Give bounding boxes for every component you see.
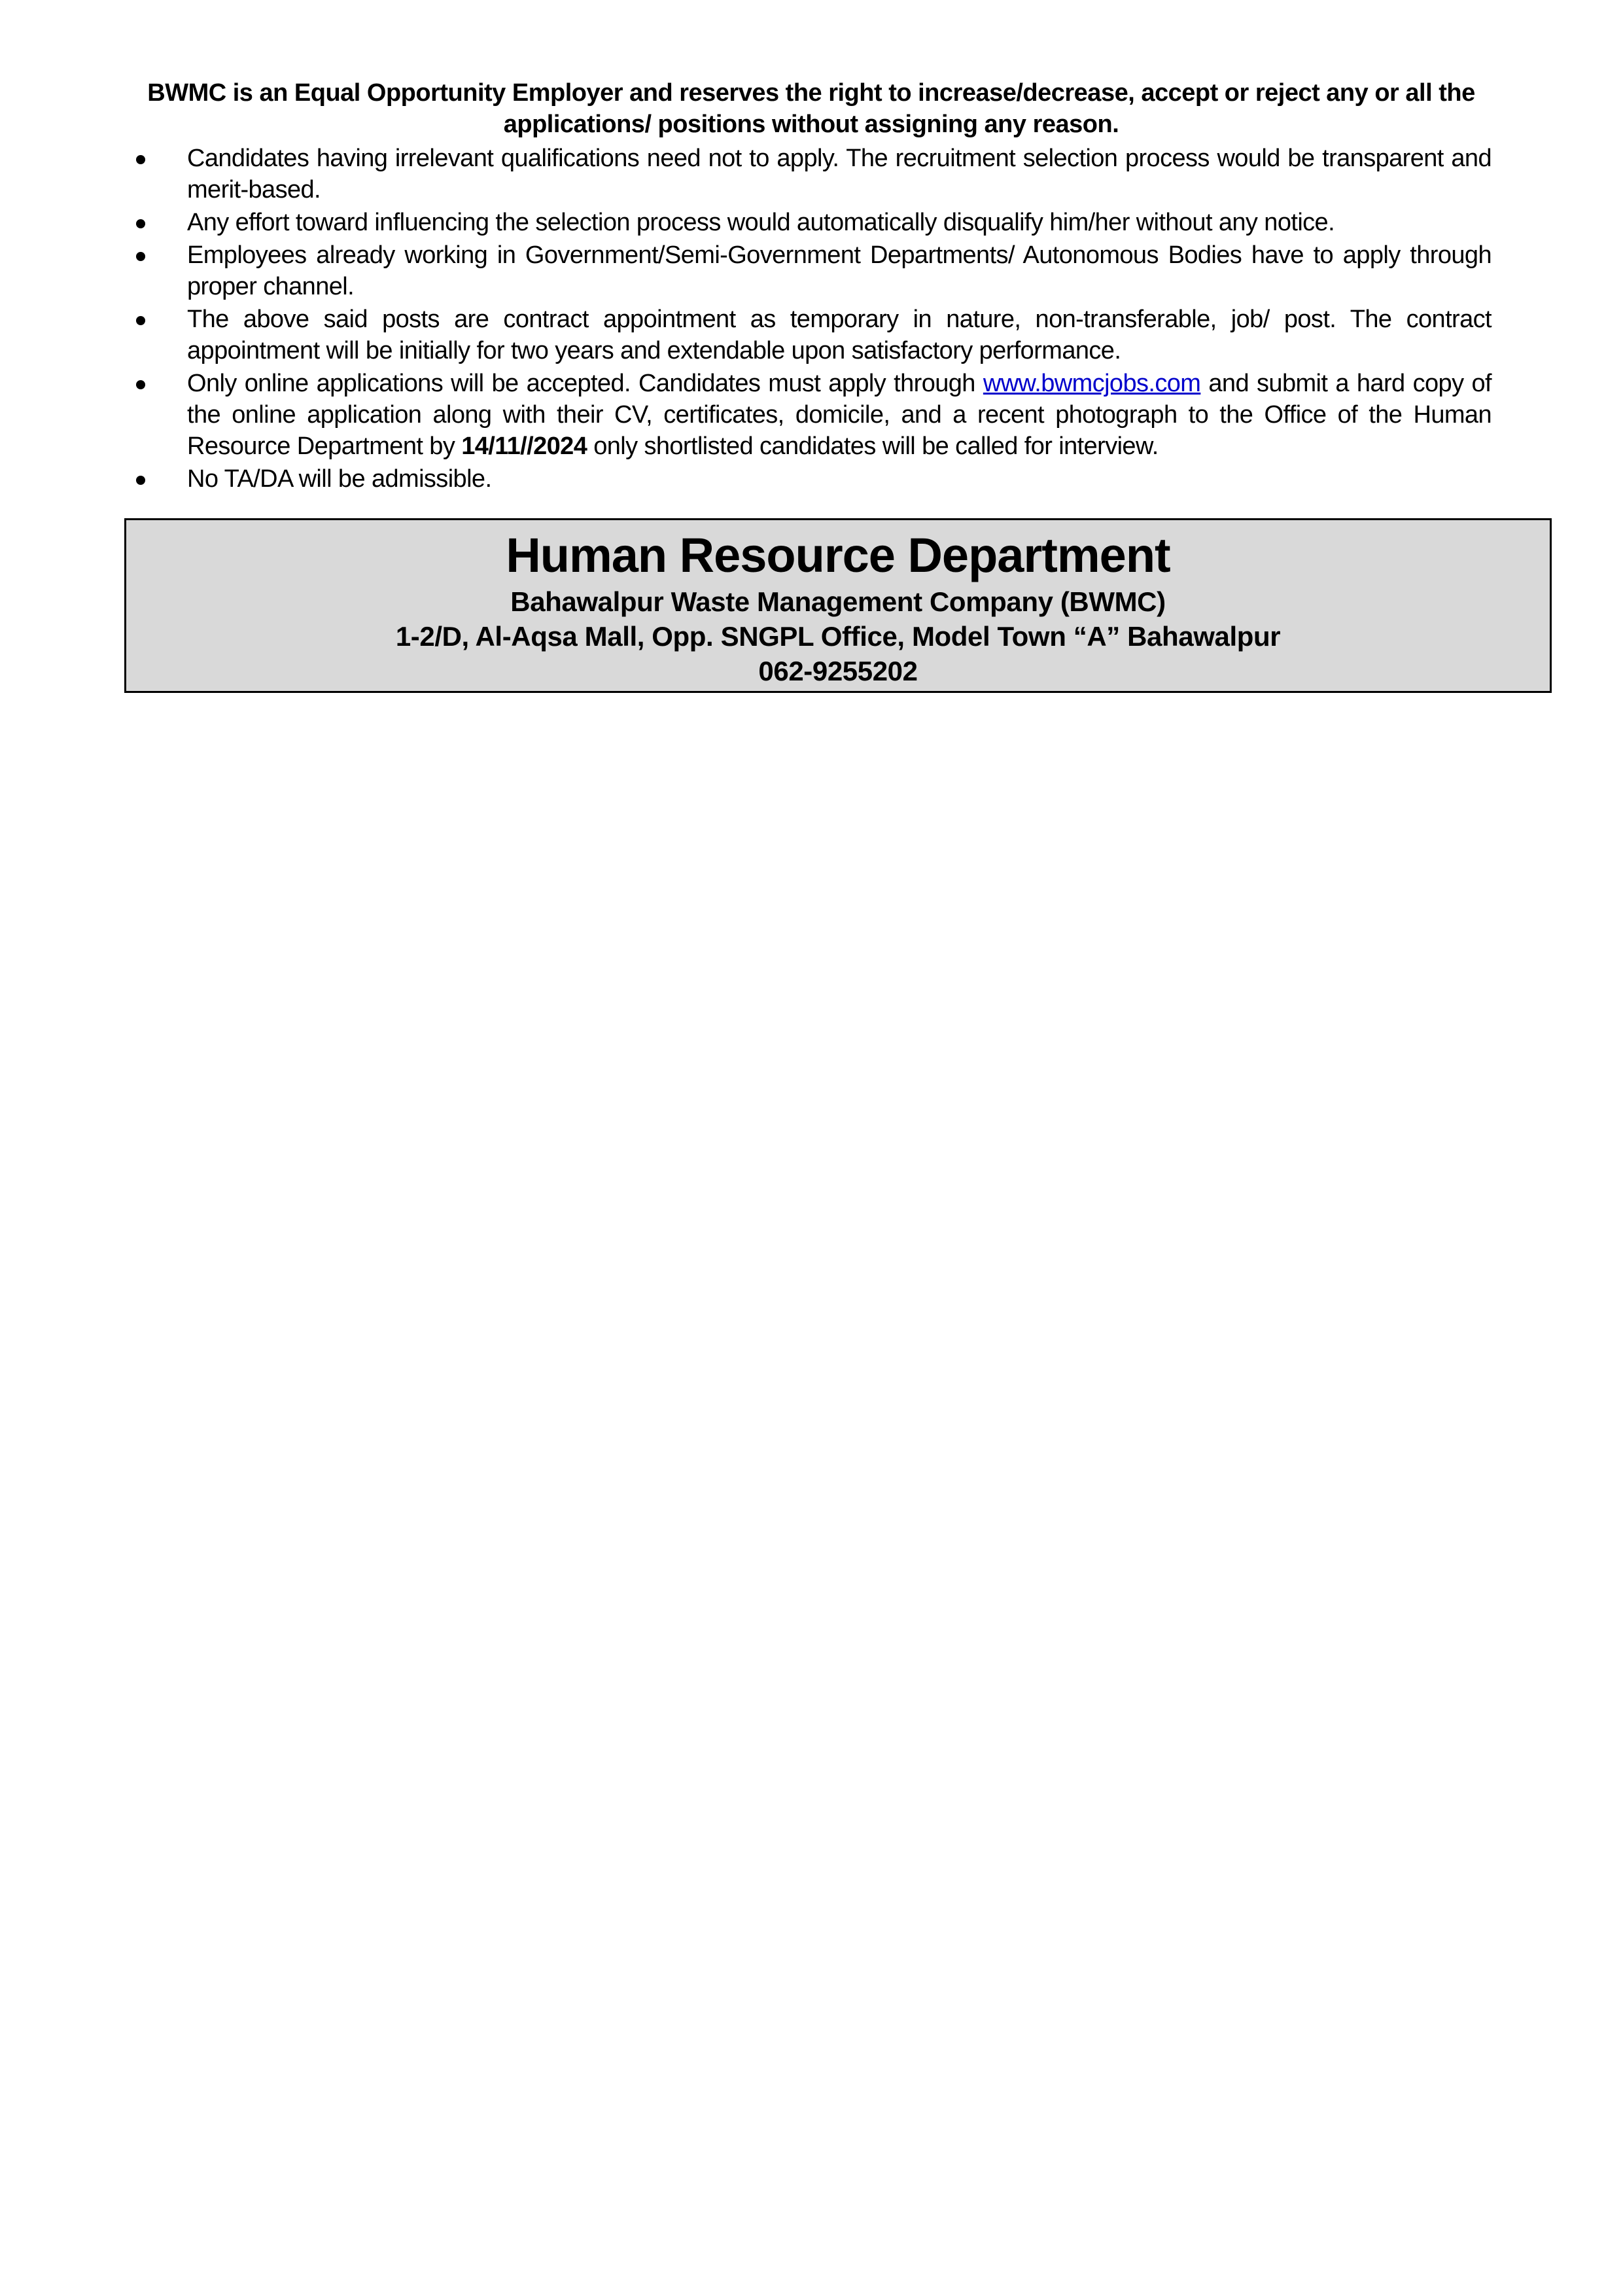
- condition-online-applications: [131, 368, 1492, 462]
- bullet-icon: [136, 219, 145, 228]
- bullet-icon: [136, 380, 145, 389]
- condition-text: Employees already working in Government/Semi-Government Departments/ Autonomous Bodies have to apply through proper channel.: [187, 241, 1492, 300]
- bullet-icon: [136, 252, 145, 261]
- notice-heading-line-1: BWMC is an Equal Opportunity Employer and reserves the right to increase/decrease, accept or reject any or all the: [147, 79, 1475, 107]
- hr-contact-box: [124, 518, 1552, 693]
- company-address: 1-2/D, Al-Aqsa Mall, Opp. SNGPL Office, Model Town “A” Bahawalpur: [395, 621, 1281, 652]
- notice-heading-line-2: applications/ positions without assigning any reason.: [503, 111, 1119, 138]
- condition-text-part-1: Only online applications will be accepted. Candidates must apply through: [187, 370, 983, 397]
- condition-contract-appointment: [131, 304, 1492, 366]
- equal-opportunity-notice: [124, 77, 1498, 140]
- bwmc-jobs-link[interactable]: www.bwmcjobs.com: [983, 370, 1201, 397]
- condition-proper-channel: [131, 239, 1492, 302]
- condition-text-part-2: and submit a hard copy of the online application along with their CV, certificates, domicile, and a recent photograph to the Office of the Human Resource Department by: [187, 370, 1492, 460]
- condition-text: The above said posts are contract appointment as temporary in nature, non-transferable, job/ post. The contract appointment will be initially for two years and extendable upon satisfactory performance.: [187, 306, 1492, 364]
- bullet-icon: [136, 476, 145, 485]
- condition-text: No TA/DA will be admissible.: [187, 465, 492, 493]
- condition-text-part-3: only shortlisted candidates will be called for interview.: [587, 433, 1159, 460]
- company-phone: 062-9255202: [758, 656, 918, 686]
- deadline-date: 14/11//2024: [461, 433, 587, 460]
- department-title: Human Resource Department: [506, 528, 1170, 582]
- condition-irrelevant-qualifications: [131, 143, 1492, 205]
- company-name: Bahawalpur Waste Management Company (BWMC): [510, 586, 1166, 617]
- bullet-icon: [136, 316, 145, 325]
- conditions-list: [131, 143, 1492, 496]
- condition-text: Candidates having irrelevant qualifications need not to apply. The recruitment selection process would be transparent and merit-based.: [187, 145, 1492, 203]
- condition-text: Any effort toward influencing the selection process would automatically disqualify him/her without any notice.: [187, 209, 1335, 236]
- condition-no-ta-da: [131, 463, 1492, 495]
- condition-influence-disqualify: [131, 207, 1492, 238]
- bullet-icon: [136, 155, 145, 164]
